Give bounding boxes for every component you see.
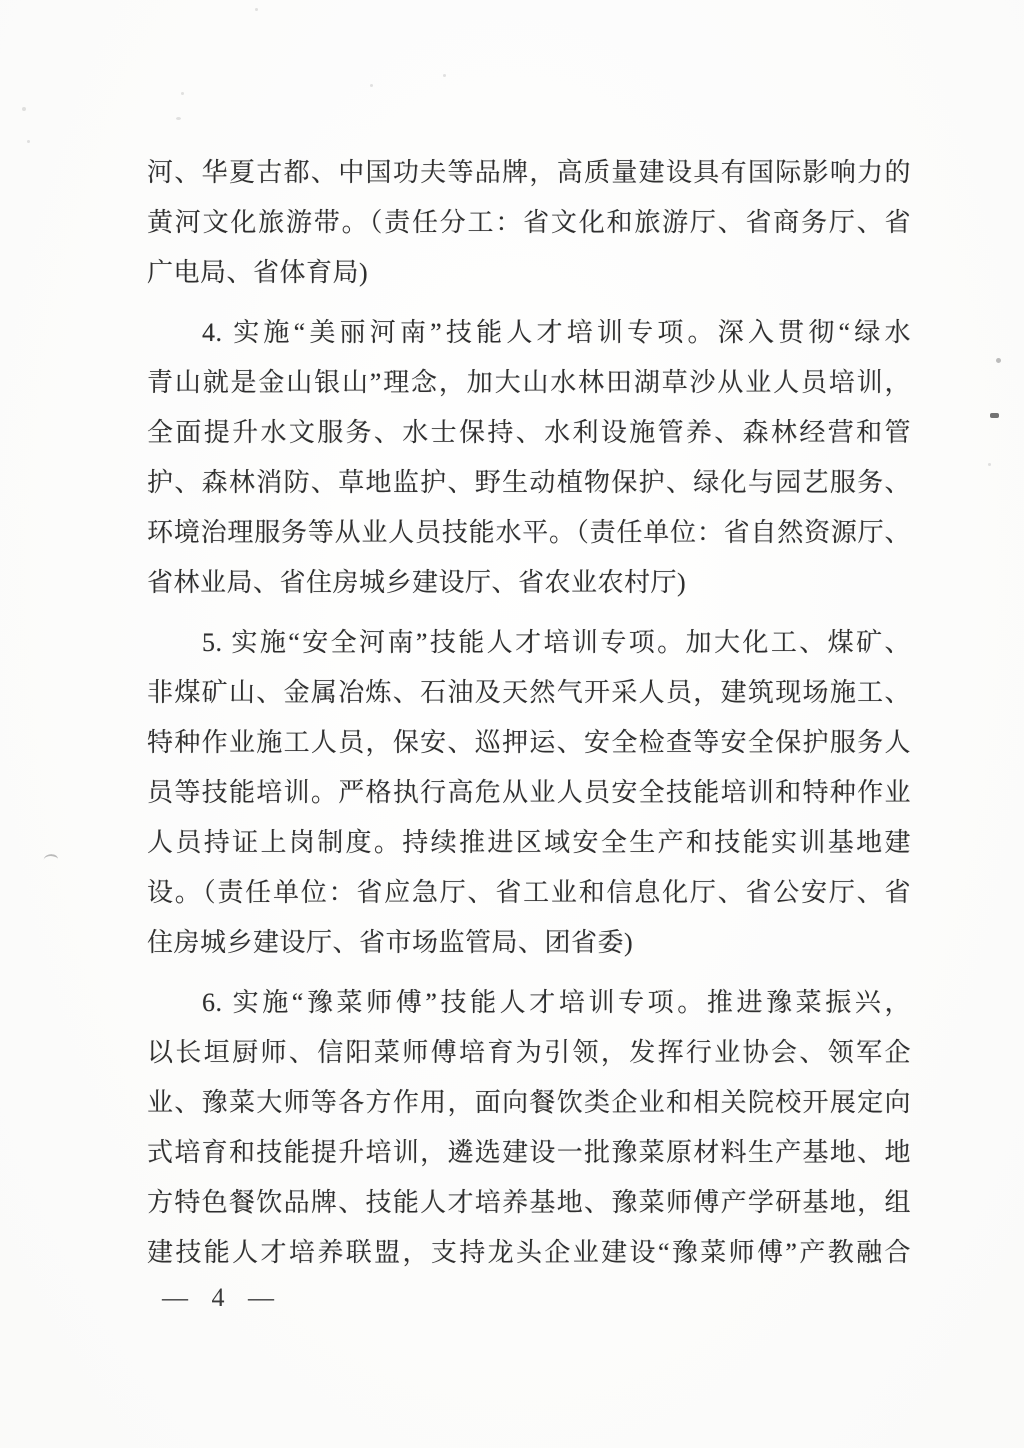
text-line: 业、豫菜大师等各方作用，面向餐饮类企业和相关院校开展定向 [147,1088,911,1117]
scan-speck [176,117,181,120]
text-line: 式培育和技能提升培训，遴选建设一批豫菜原材料生产基地、地 [147,1138,911,1167]
text-line: 设。（责任单位：省应急厅、省工业和信息化厅、省公安厅、省 [147,878,911,907]
text-line: 员等技能培训。严格执行高危从业人员安全技能培训和特种作业 [147,778,911,807]
text-line: 全面提升水文服务、水士保持、水利设施管养、森林经营和管 [147,418,911,447]
text-line: 黄河文化旅游带。（责任分工：省文化和旅游厅、省商务厅、省 [147,208,911,237]
text-line: 广电局、省体育局) [147,258,369,287]
document-body [147,148,911,1278]
text-line: 建技能人才培养联盟，支持龙头企业建设“豫菜师傅”产教融合 [147,1238,911,1267]
scan-squiggle [44,853,59,862]
scan-speck [443,74,446,77]
text-line: 省林业局、省住房城乡建设厅、省农业农村厅) [147,568,687,597]
scan-speck [255,8,258,11]
paragraph-item-5 [147,618,911,968]
page-number: — 4 — [162,1283,280,1312]
text-line: 非煤矿山、金属冶炼、石油及天然气开采人员，建筑现场施工、 [147,678,911,707]
text-line: 环境治理服务等从业人员技能水平。（责任单位：省自然资源厅、 [147,518,911,547]
text-line: 5. 实施“安全河南”技能人才培训专项。加大化工、煤矿、 [202,628,911,657]
scan-speck [181,92,184,95]
scan-speck [370,84,373,87]
scan-speck [988,463,991,466]
scan-speck [22,107,26,111]
text-line: 青山就是金山银山”理念，加大山水林田湖草沙从业人员培训， [147,368,911,397]
paragraph-item-4 [147,308,911,608]
text-line: 6. 实施“豫菜师傅”技能人才培训专项。推进豫菜振兴， [202,988,911,1017]
text-line: 以长垣厨师、信阳菜师傅培育为引领，发挥行业协会、领军企 [147,1038,911,1067]
paragraph-continuation [147,148,911,298]
text-line: 人员持证上岗制度。持续推进区域安全生产和技能实训基地建 [147,828,911,857]
paragraph-item-6 [147,978,911,1278]
text-line: 护、森林消防、草地监护、野生动植物保护、绿化与园艺服务、 [147,468,911,497]
text-line: 河、华夏古都、中国功夫等品牌，高质量建设具有国际影响力的 [147,158,911,187]
scan-speck [990,413,999,418]
scan-speck [27,140,30,143]
text-line: 住房城乡建设厅、省市场监管局、团省委) [147,928,634,957]
text-line: 特种作业施工人员，保安、巡押运、安全检查等安全保护服务人 [147,728,911,757]
text-line: 方特色餐饮品牌、技能人才培养基地、豫菜师傅产学研基地，组 [147,1188,911,1217]
text-line: 4. 实施“美丽河南”技能人才培训专项。深入贯彻“绿水 [202,318,911,347]
scan-speck [996,358,1001,363]
